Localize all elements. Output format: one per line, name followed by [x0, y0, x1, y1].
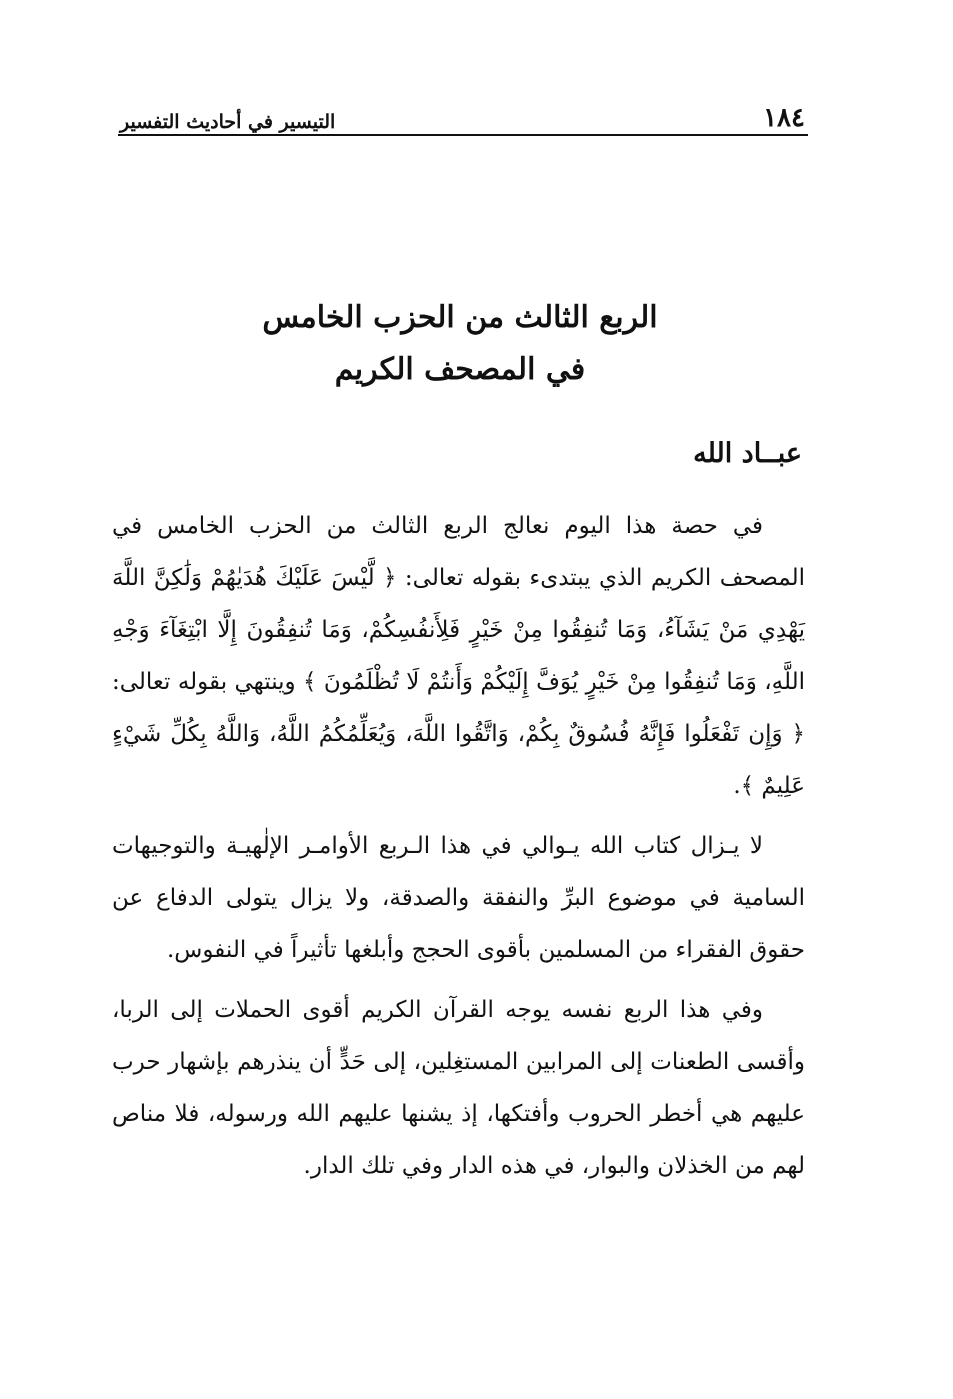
- section-heading: عبــاد الله: [693, 438, 802, 469]
- running-header: [120, 95, 805, 133]
- body-text: [112, 500, 805, 1200]
- header-rule: [118, 134, 808, 136]
- chapter-title-line-1: الربع الثالث من الحزب الخامس: [262, 300, 658, 335]
- chapter-title: [150, 292, 770, 396]
- page-number: ١٨٤: [763, 103, 805, 133]
- paragraph-1: في حصة هذا اليوم نعالج الربع الثالث من الحزب الخامس في المصحف الكريم الذي يبتدىء بقوله تعالى: ﴿ لَّيْسَ عَلَيْكَ هُدَيٰهُمْ وَلَٰكِنَّ اللَّهَ يَهْدِي مَنْ يَشَآءُ، وَمَا تُنفِقُوا مِنْ خَيْرٍ فَلِأَنفُسِكُمْ، وَمَا تُنفِقُونَ إِلَّا ابْتِغَآءَ وَجْهِ اللَّهِ، وَمَا تُنفِقُوا مِنْ خَيْرٍ يُوَفَّ إِلَيْكُمْ وَأَنتُمْ لَا تُظْلَمُونَ ﴾ وينتهي بقوله تعالى: ﴿ وَإِن تَفْعَلُوا فَإِنَّهُ فُسُوقٌ بِكُمْ، وَاتَّقُوا اللَّهَ، وَيُعَلِّمُكُمُ اللَّهُ، وَاللَّهُ بِكُلِّ شَيْءٍ عَلِيمٌ ﴾.: [112, 513, 805, 799]
- paragraph-3: وفي هذا الربع نفسه يوجه القرآن الكريم أقوى الحملات إلى الربا، وأقسى الطعنات إلى المرابين المستغِلين، إلى حَدٍّ أن ينذرهم بإشهار حرب عليهم هي أخطر الحروب وأفتكها، إذ يشنها عليهم الله ورسوله، فلا مناص لهم من الخذلان والبوار، في هذه الدار وفي تلك الدار.: [112, 997, 805, 1179]
- chapter-title-line-2: في المصحف الكريم: [334, 352, 586, 387]
- paragraph-2: لا يـزال كتاب الله يـوالي في هذا الـربع الأوامـر الإلٰهيـة والتوجيهات السامية في موضوع البرِّ والنفقة والصدقة، ولا يزال يتولى الدفاع عن حقوق الفقراء من المسلمين بأقوى الحجج وأبلغها تأثيراً في النفوس.: [112, 833, 805, 963]
- book-title: التيسير في أحاديث التفسير: [120, 111, 336, 133]
